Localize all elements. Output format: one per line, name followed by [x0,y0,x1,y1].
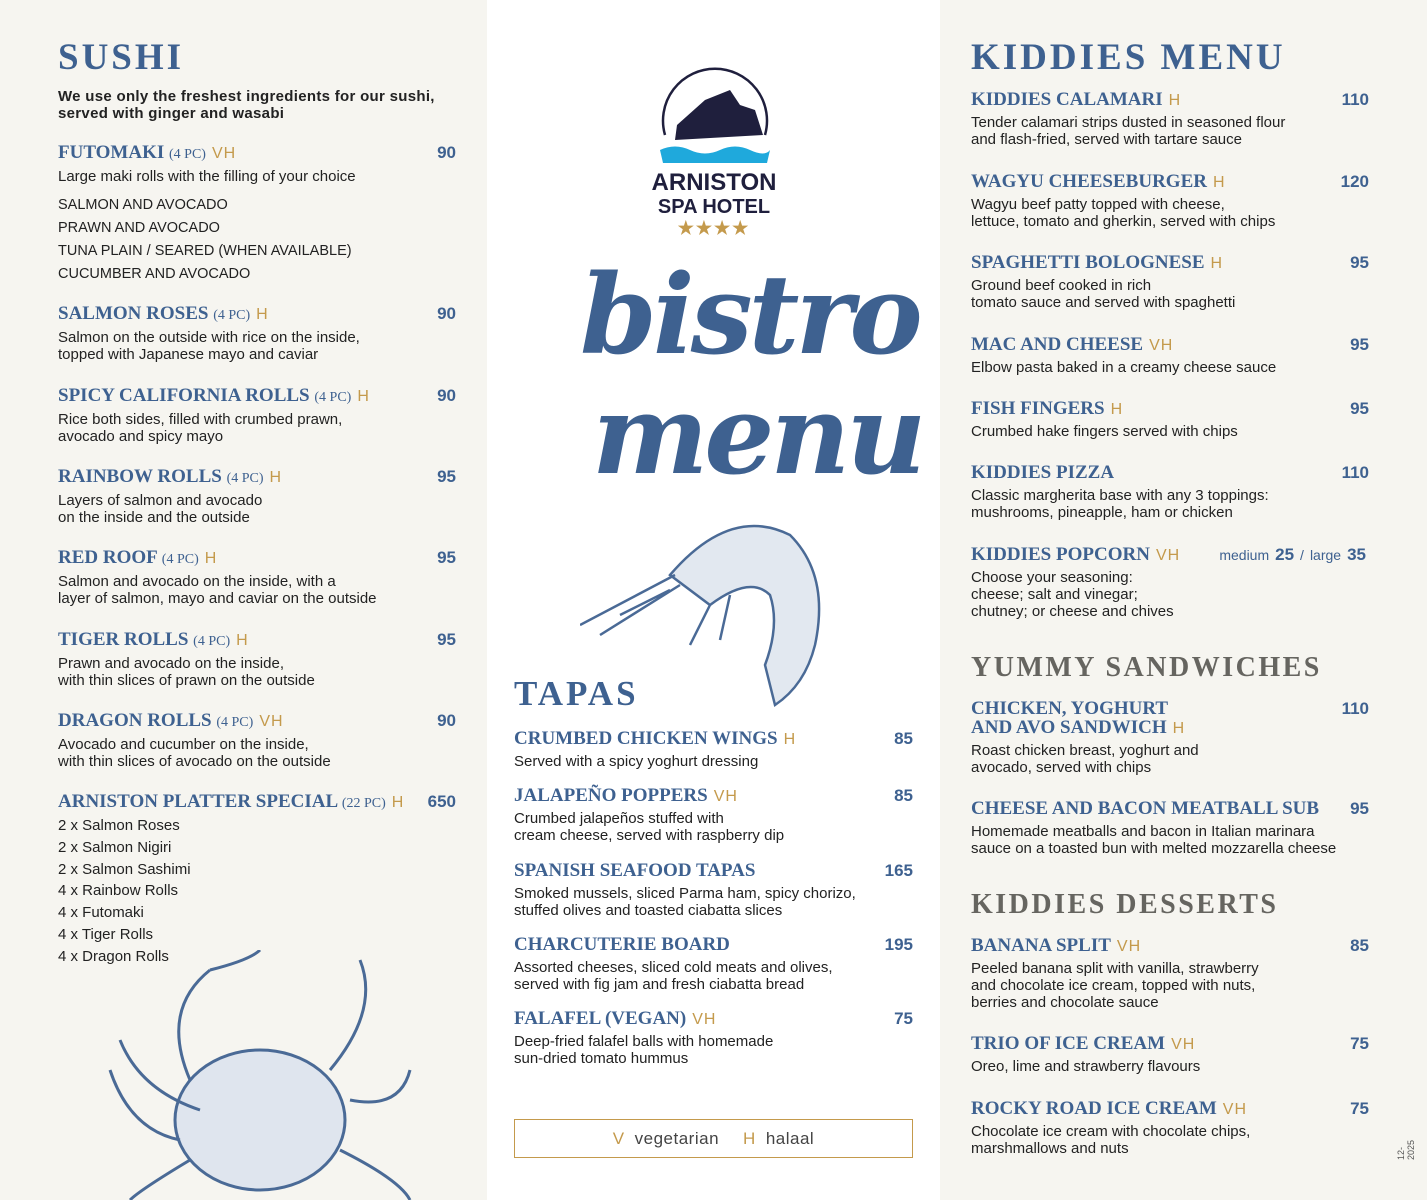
item-header [514,861,913,881]
item-quantity: (4 PC) [216,715,254,730]
item-name [971,399,1123,419]
item-header [58,711,456,732]
menu-item [58,304,456,363]
item-price: 110 [1341,463,1369,482]
futomaki-option: SALMON AND AVOCADO [58,197,228,213]
kiddies-title: KIDDIES MENU [971,37,1286,78]
menu-item [514,1009,913,1067]
sushi-intro: We use only the freshest ingredients for our sushi, served with ginger and wasabi [58,88,435,122]
item-name [58,467,282,488]
item-header [58,386,456,407]
item-price: 165 [884,861,913,880]
item-price: 95 [1350,799,1369,818]
price-medium: 25 [1275,545,1295,564]
item-name [58,630,249,651]
dietary-tags: VH [1149,337,1174,354]
price-large_label: large [1309,547,1342,563]
item-description: Prawn and avocado on the inside, with thin slices of prawn on the outside [58,655,315,689]
item-name [971,253,1223,273]
menu-item [971,463,1369,521]
item-price: 95 [437,548,456,567]
item-description: Crumbed hake fingers served with chips [971,423,1238,440]
dietary-tags: VH [692,1011,717,1028]
item-price: 95 [437,630,456,649]
item-quantity: (4 PC) [169,147,206,162]
item-description: Salmon on the outside with rice on the inside, topped with Japanese mayo and caviar [58,329,360,363]
item-header [58,467,456,488]
item-header [58,143,456,164]
date-code: 12-2025 [1396,1139,1416,1160]
item-quantity: (4 PC) [161,552,199,567]
menu-item [971,936,1369,1011]
platter-item: 2 x Salmon Nigiri [58,838,172,856]
item-header [58,630,456,651]
item-description: Oreo, lime and strawberry flavours [971,1058,1201,1075]
item-name-text: SPICY CALIFORNIA ROLLS [58,385,310,406]
item-name-text: RED ROOF [58,547,158,568]
item-price: 85 [1350,936,1369,955]
price-sep: / [1300,547,1304,563]
item-description: Peeled banana split with vanilla, strawberry and chocolate ice cream, topped with nuts, berries and chocolate sauce [971,960,1259,1011]
dietary-tags: H [1168,92,1182,109]
item-name [58,386,370,407]
item-price: 85 [894,786,913,805]
item-price: 90 [437,711,456,730]
item-header [971,699,1369,738]
item-header [971,936,1369,956]
dietary-tags: H [236,632,249,649]
logo-stars: ★★★★ [677,218,751,238]
item-description: Rice both sides, filled with crumbed prawn, avocado and spicy mayo [58,411,343,445]
desserts-title: KIDDIES DESSERTS [971,889,1279,920]
item-name [514,729,796,749]
tapas-title: TAPAS [514,674,639,713]
item-price: 650 [427,792,456,811]
menu-item [514,786,913,844]
item-header [58,548,456,569]
dietary-tags: VH [1222,1101,1248,1118]
item-description: Smoked mussels, sliced Parma ham, spicy chorizo, stuffed olives and toasted ciabatta slices [514,885,856,919]
item-name-text: ARNISTON PLATTER SPECIAL [58,791,338,812]
dietary-tags: VH [259,713,284,730]
item-price: 95 [1350,335,1369,354]
menu-script: menu [592,370,923,499]
item-name-text: TIGER ROLLS [58,629,189,650]
item-name-text: FISH FINGERS [971,398,1105,419]
bistro-script: bistro [580,250,919,379]
menu-item [971,335,1369,376]
menu-item [971,90,1369,148]
platter-item: 4 x Dragon Rolls [58,947,169,965]
item-description: Tender calamari strips dusted in seasoned flour and flash-fried, served with tartare sauce [971,114,1286,148]
item-name-text: KIDDIES POPCORN [971,544,1150,565]
sandwiches-title: YUMMY SANDWICHES [971,652,1322,683]
item-name-text: SPAGHETTI BOLOGNESE [971,252,1205,273]
item-description: Large maki rolls with the filling of your choice [58,168,356,185]
menu-item [58,386,456,445]
item-name [58,304,269,325]
item-header [971,463,1369,483]
dietary-legend [514,1119,913,1158]
menu-item [971,799,1369,857]
dietary-tags: H [357,388,370,405]
item-name [514,861,755,880]
futomaki-option: PRAWN AND AVOCADO [58,220,220,236]
item-name-text: KIDDIES CALAMARI [971,89,1163,110]
item-name [514,1009,716,1029]
item-header [514,935,913,955]
hotel-logo-icon [655,55,770,165]
item-name-text: FUTOMAKI [58,142,165,163]
logo-subname: SPA HOTEL [657,196,771,218]
item-name [971,335,1173,355]
price-large: 35 [1347,545,1366,564]
item-price: 75 [1350,1034,1369,1053]
dietary-tags: VH [1155,547,1181,564]
item-name-text: CHEESE AND BACON MEATBALL SUB [971,798,1320,819]
item-description: Chocolate ice cream with chocolate chips, marshmallows and nuts [971,1123,1251,1157]
item-name-text: CRUMBED CHICKEN WINGS [514,728,778,749]
item-header [514,786,913,806]
futomaki-options [58,194,352,286]
item-name-text: ROCKY ROAD ICE CREAM [971,1098,1217,1119]
item-quantity: (4 PC) [314,390,352,405]
item-name [971,545,1180,565]
dietary-tags: H [391,794,405,811]
menu-item [58,792,456,813]
item-name [971,90,1181,110]
item-name [971,699,1185,738]
item-price: 90 [437,386,456,405]
menu-item [971,253,1369,311]
platter-item: 4 x Rainbow Rolls [58,882,179,900]
item-price: 75 [894,1009,913,1028]
item-price: 110 [1341,90,1369,109]
menu-item [514,935,913,993]
dietary-tags: VH [1171,1036,1196,1053]
item-name [58,711,284,732]
item-name-text: KIDDIES PIZZA [971,462,1115,483]
item-header [971,1099,1369,1119]
item-name [514,935,730,954]
item-name [971,936,1141,956]
item-description: Homemade meatballs and bacon in Italian marinara sauce on a toasted bun with melted mozzarella cheese [971,823,1337,857]
item-quantity: (4 PC) [226,471,264,486]
item-header [971,545,1369,565]
menu-item [971,1034,1369,1075]
item-description: Choose your seasoning: cheese; salt and vinegar; chutney; or cheese and chives [971,569,1174,620]
item-quantity: (22 PC) [341,796,386,811]
item-name [971,463,1114,482]
item-description: Layers of salmon and avocado on the inside and the outside [58,492,263,526]
item-price: 120 [1340,172,1369,191]
item-description: Crumbed jalapeños stuffed with cream cheese, served with raspberry dip [514,810,785,844]
dietary-tags: H [269,469,283,486]
item-header [971,335,1369,355]
item-price: 90 [437,304,456,323]
item-name-text: JALAPEÑO POPPERS [514,785,708,806]
item-description: Avocado and cucumber on the inside, with thin slices of avocado on the outside [58,736,331,770]
menu-item [58,548,456,607]
item-quantity: (4 PC) [193,634,231,649]
item-description: Served with a spicy yoghurt dressing [514,753,759,770]
legend-h: H [743,1128,756,1148]
platter-item: 2 x Salmon Sashimi [58,860,191,878]
item-name-text: CHARCUTERIE BOARD [514,934,730,955]
menu-item [971,1099,1369,1157]
menu-item [971,699,1369,776]
menu-item [971,399,1369,440]
dietary-tags: H [1210,255,1224,272]
dietary-tags: H [1172,720,1186,737]
item-description: Assorted cheeses, sliced cold meats and olives, served with fig jam and fresh ciabatta bread [514,959,833,993]
item-name [971,1099,1247,1119]
futomaki-option: CUCUMBER AND AVOCADO [58,266,251,282]
item-description: Wagyu beef patty topped with cheese, lettuce, tomato and gherkin, served with chips [971,196,1276,230]
dietary-tags: H [256,306,269,323]
dietary-tags: H [1212,174,1226,191]
item-description: Ground beef cooked in rich tomato sauce and served with spaghetti [971,277,1236,311]
item-header [58,304,456,325]
legend-v: V [612,1128,625,1148]
dietary-tags: H [204,550,218,567]
item-name-text: BANANA SPLIT [971,935,1111,956]
item-name-text: FALAFEL (VEGAN) [514,1008,687,1029]
crab-illustration-icon [100,950,420,1200]
menu-item [58,143,456,185]
item-name-text: CHICKEN, YOGHURT AND AVO SANDWICH [971,698,1169,738]
dietary-tags: VH [1116,938,1142,955]
menu-item [514,861,913,919]
item-description: Deep-fried falafel balls with homemade sun-dried tomato hummus [514,1033,774,1067]
platter-contents [58,815,191,968]
item-description: Salmon and avocado on the inside, with a layer of salmon, mayo and caviar on the outside [58,573,377,607]
item-name [58,792,404,813]
item-price: 85 [894,729,913,748]
item-description: Roast chicken breast, yoghurt and avocado, served with chips [971,742,1199,776]
item-name [971,1034,1195,1054]
price-medium_label: medium [1219,547,1270,563]
menu-item [58,711,456,770]
item-header [971,90,1369,110]
logo-name: ARNISTON [651,169,777,196]
item-header [514,1009,913,1029]
menu-item [514,729,913,770]
item-description: Elbow pasta baked in a creamy cheese sauce [971,359,1277,376]
dietary-tags: VH [211,145,237,162]
item-header [971,799,1369,819]
item-price: 95 [1350,253,1369,272]
item-price: 95 [437,467,456,486]
item-header [514,729,913,749]
menu-item [971,172,1369,230]
dietary-tags: H [1110,401,1124,418]
menu-item [971,545,1369,620]
platter-item: 4 x Tiger Rolls [58,925,154,943]
legend-h-label: halaal [765,1128,815,1148]
item-price: 90 [437,143,456,162]
item-name [514,786,738,806]
item-header [971,399,1369,419]
item-name [971,172,1226,192]
item-header [971,172,1369,192]
item-name-text: WAGYU CHEESEBURGER [971,171,1207,192]
legend-v-label: vegetarian [634,1128,720,1148]
item-price: 95 [1350,399,1369,418]
item-price: 195 [884,935,913,954]
menu-item [58,630,456,689]
dietary-tags: H [783,731,797,748]
futomaki-option: TUNA PLAIN / SEARED (WHEN AVAILABLE) [58,243,352,259]
item-name-text: RAINBOW ROLLS [58,466,222,487]
popcorn-prices [1216,545,1369,565]
item-description: Classic margherita base with any 3 toppings: mushrooms, pineapple, ham or chicken [971,487,1269,521]
item-name [971,799,1319,818]
item-name [58,548,217,569]
item-name-text: SALMON ROSES [58,303,209,324]
platter-item: 2 x Salmon Roses [58,817,180,834]
item-price: 75 [1350,1099,1369,1118]
item-header [971,253,1369,273]
sushi-title: SUSHI [58,37,185,78]
item-name-text: TRIO OF ICE CREAM [971,1033,1166,1054]
item-name-text: SPANISH SEAFOOD TAPAS [514,860,756,881]
item-price: 110 [1341,699,1369,718]
platter-item: 4 x Futomaki [58,904,144,922]
item-quantity: (4 PC) [213,308,251,323]
item-name [58,143,236,164]
menu-item [58,467,456,526]
item-name-text: DRAGON ROLLS [58,710,212,731]
dietary-tags: VH [713,788,738,805]
item-name-text: MAC AND CHEESE [971,334,1144,355]
item-header [971,1034,1369,1054]
item-header [58,792,456,813]
